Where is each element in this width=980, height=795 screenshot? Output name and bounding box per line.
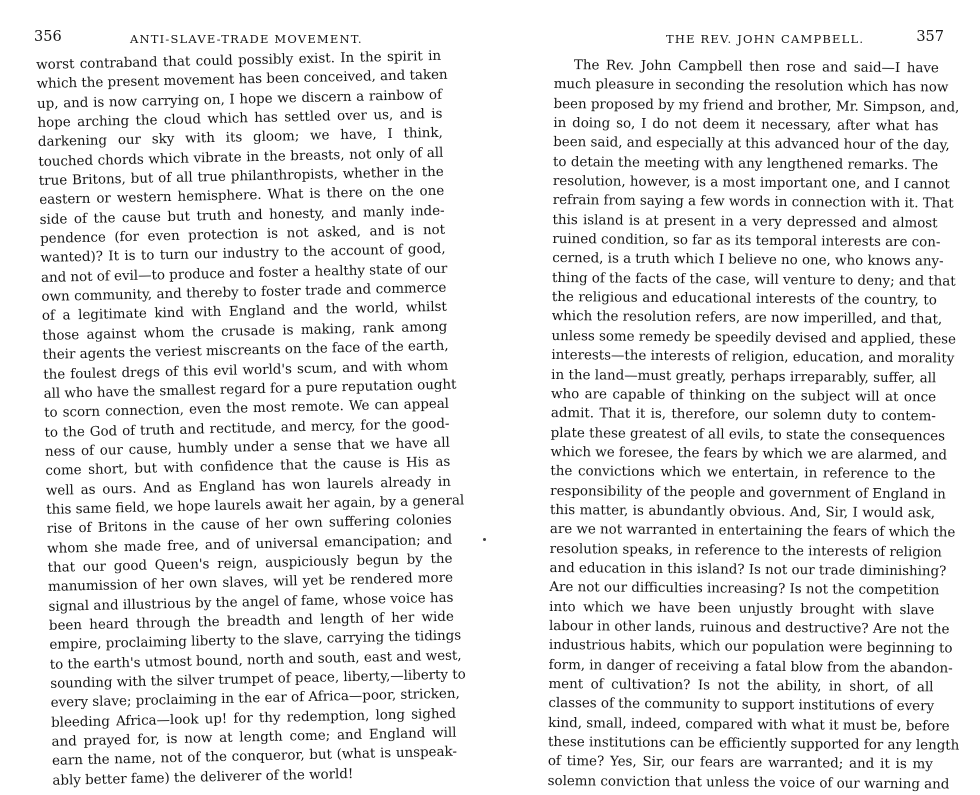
text-line: hope arching the cloud which has settled over us, and is [37,106,443,132]
text-line: plate these greatest of all evils, to state the consequences [550,425,946,444]
right-page-header [550,29,944,48]
text-line: resolution speaks, in reference to the interests of religion [549,541,942,560]
text-line: the religious and educational interests of the country, to [551,290,937,309]
text-line: this same field, we hope laurels await her again, by a general [46,493,465,518]
text-line: resolution, however, is a most important one, and I cannot [552,174,950,193]
gutter-mark [483,538,486,541]
text-line: darkening our sky with its gloom; we have, I think, [37,126,444,151]
text-line: the convictions which we entertain, in reference to the [550,464,936,483]
right-page-number: 357 [916,29,944,45]
text-line: ment of cultivation? Is not the ability, in short, of all [548,676,934,696]
text-line: ness of our cause, humbly under a sense that we have all [44,435,451,460]
left-page-body [36,47,466,791]
text-line: manumission of her own slaves, will yet be rendered more [47,570,454,596]
text-line: up, and is now carrying on, I hope we discern a rainbow of [36,87,443,112]
text-line: classes of the community to support institutions of every [548,696,935,715]
right-running-head: THE REV. JOHN CAMPBELL. [666,32,865,46]
text-line: refrain from saying a few words in connection with it. That [552,193,954,212]
text-line: to the earth's utmost bound, north and south, east and west, [49,648,462,673]
text-line: true Britons, but of all true philanthropists, whether in the [38,164,444,190]
text-line: and prayed for, is now at length come; and England will [51,725,457,750]
text-line: in doing so, I do not deem it necessary, after what has [553,116,939,135]
text-line: side of the cause but truth and honesty, and manly inde- [39,203,445,228]
text-line: that our good Queen's reign, auspiciously begun by the [47,551,453,576]
left-page [0,0,482,789]
text-line: been heard through the breadth and length of her wide [48,609,455,634]
text-line: whom she made free, and of universal emancipation; and [47,532,453,557]
text-line: pendence (for even protection is not asked, and is not [39,222,446,248]
text-line: which we foresee, the fears by which we are alarmed, and [550,444,948,464]
text-line: unless some remedy be speedily devised and applied, these [551,328,957,348]
text-line: of a legitimate kind with England and the world, whilst [41,300,447,325]
text-line: responsibility of the people and government of England in [550,483,946,502]
left-page-header [34,29,444,48]
text-line: admit. That it is, therefore, our solemn duty to contem- [550,406,936,425]
text-line: solemn conviction that unless the voice of our warning and [547,773,950,793]
left-running-head: ANTI-SLAVE-TRADE MOVEMENT. [130,32,363,46]
text-line: all who have the smallest regard for a pure reputation ought [43,377,457,402]
text-line: much pleasure in seconding the resolution which has now [553,77,949,96]
text-line: thing of the facts of the case, will venture to deny; and that [551,270,956,290]
text-line: interests—the interests of religion, education, and morality [551,348,955,367]
text-line: earn the name, not of the conqueror, but (what is unspeak- [51,745,458,770]
left-page-number: 356 [34,29,62,45]
text-line: this island is at present in a very depressed and almost [552,212,938,232]
text-line: own community, and thereby to foster trade and commerce [41,280,447,306]
text-line: their agents the veriest miscreants on the face of the earth, [42,338,449,364]
text-line: well as ours. And as England has won laurels already in [45,474,451,499]
text-line: been proposed by my friend and brother, Mr. Simpson, and, [553,96,960,116]
text-line: who are capable of thinking on the subject will at once [550,386,937,406]
text-line: bleeding Africa—look up! for thy redemption, long sighed [50,706,457,731]
text-line: are we not warranted in entertaining the fears of which the [549,522,956,541]
text-line: eastern or western hemisphere. What is there on the one [39,184,445,209]
text-line: The Rev. John Campbell then rose and said—I have [573,58,939,77]
text-line: ruined condition, so far as its temporal interests are con- [552,232,941,251]
text-line: cerned, is a truth which I believe no one, who knows any- [552,251,944,270]
text-line: those against whom the crusade is making, rank among [42,319,448,344]
text-line: worst contraband that could possibly exist. In the spirit in [36,48,442,73]
text-line: these institutions can be efficiently supported for any length [547,735,960,754]
text-line: and not of evil—to produce and foster a healthy state of our [40,261,448,286]
text-line: come short, but with confidence that the cause is His as [45,454,451,480]
text-line: to detain the meeting with any lengthened remarks. The [553,154,939,174]
text-line: every slave; proclaiming in the ear of Africa—poor, stricken, [50,686,460,712]
text-line: the foulest dregs of this evil world's scum, and with whom [43,358,449,383]
text-line: kind, small, indeed, compared with what it must be, before [548,715,950,735]
right-page-body [547,56,960,794]
right-page [498,0,980,793]
text-line: which the present movement has been conceived, and taken [36,68,448,93]
text-line: Are not our difficulties increasing? Is not the competition [549,580,940,599]
text-line: ably better fame) the deliverer of the world! [52,766,354,789]
text-line: wanted)? It is to turn our industry to the account of good, [40,242,446,267]
text-line: labour in other lands, ruinous and destructive? Are not the [548,618,950,638]
text-line: of time? Yes, Sir, our fears are warranted; and it is my [547,754,933,773]
text-line: into which we have been unjustly brought with slave [549,599,935,618]
text-line: touched chords which vibrate in the breasts, not only of all [38,145,444,170]
text-line: empire, proclaiming liberty to the slave, carrying the tidings [49,628,462,654]
text-line: industrious habits, which our population were beginning to [548,638,953,657]
text-line: been said, and especially at this advanced hour of the day, [553,135,950,154]
text-line: sounding with the silver trumpet of peace, liberty,—liberty to [50,667,466,692]
text-line: and education in this island? Is not our trade diminishing? [549,560,947,580]
text-line: signal and illustrious by the angel of fame, whose voice has [48,590,454,615]
text-line: rise of Britons in the cause of her own suffering colonies [46,512,452,538]
text-line: form, in danger of receiving a fatal blow from the abandon- [548,657,953,677]
text-line: in the land—must greatly, perhaps irreparably, suffer, all [551,367,937,386]
text-line: to scorn connection, even the most remote. We can appeal [43,396,450,422]
text-line: to the God of truth and rectitude, and mercy, for the good- [44,416,450,441]
text-line: this matter, is abundantly obvious. And, Sir, I would ask, [549,502,936,522]
text-line: which the resolution refers, are now imperilled, and that, [551,309,943,328]
